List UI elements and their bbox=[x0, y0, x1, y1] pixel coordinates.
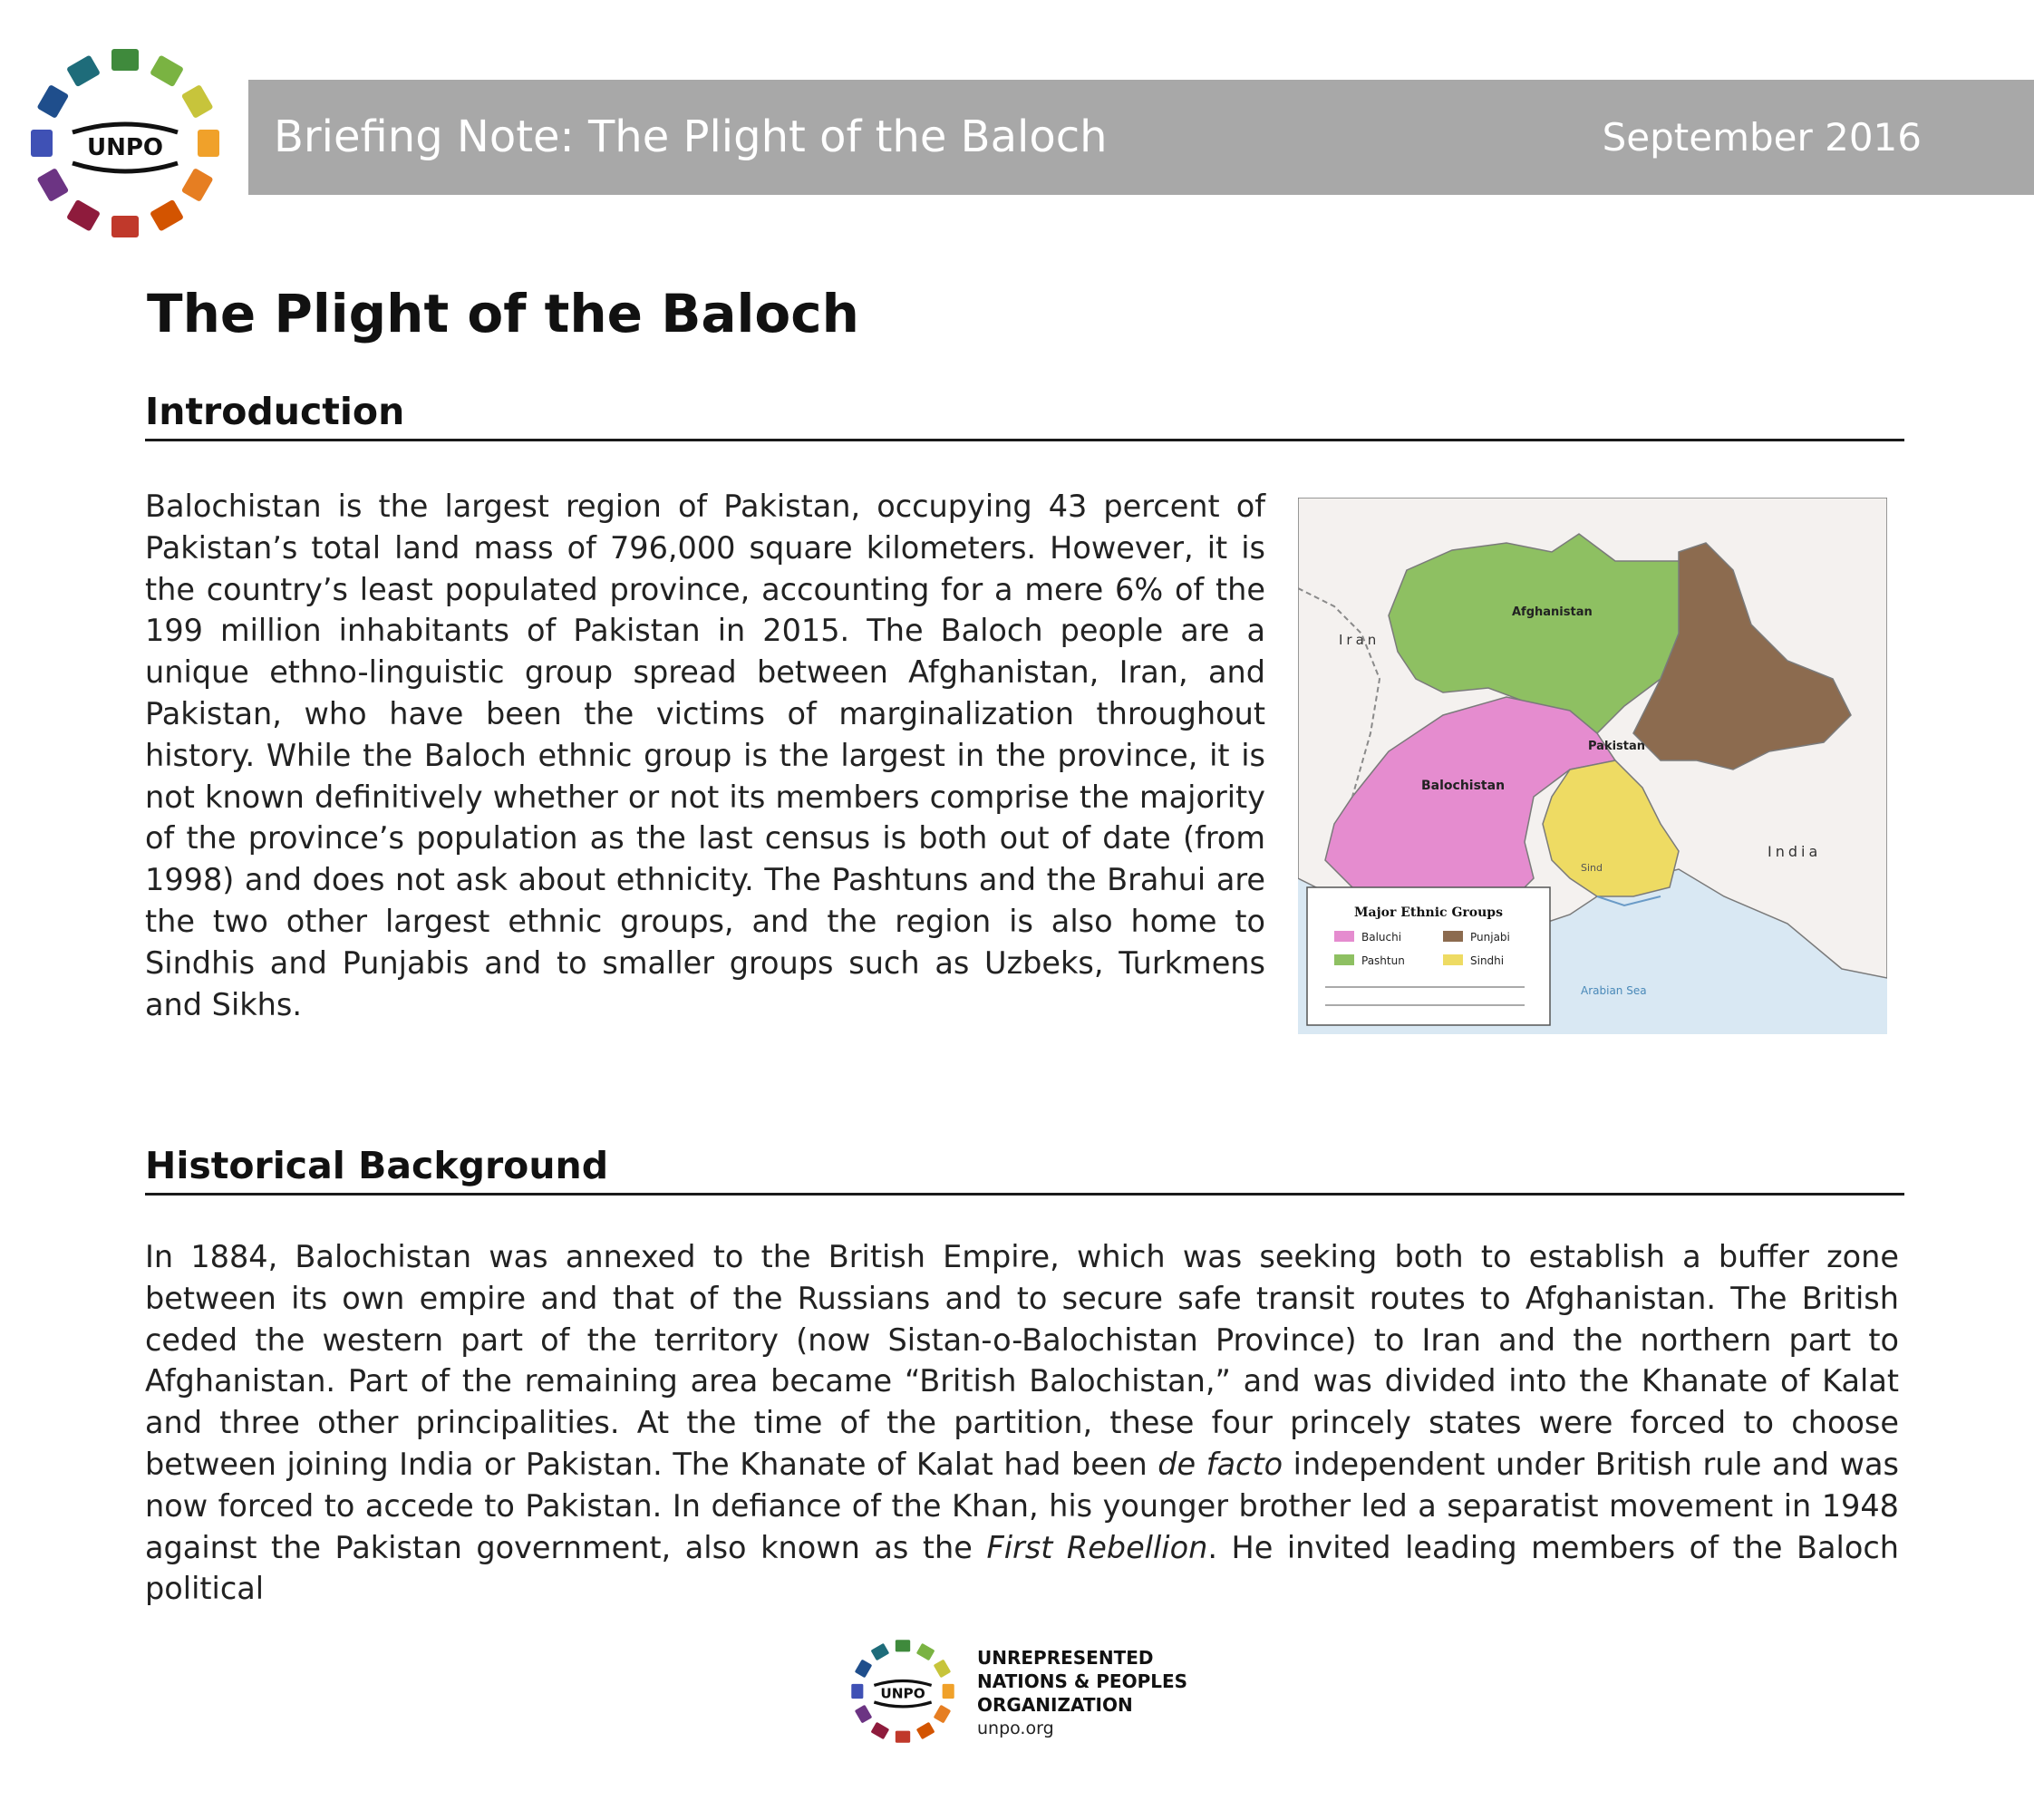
footer-org-line-2: NATIONS & PEOPLES bbox=[977, 1670, 1188, 1692]
logo-ring-segment bbox=[896, 1640, 910, 1651]
legend-label: Punjabi bbox=[1470, 931, 1510, 944]
logo-ring-segment bbox=[896, 1731, 910, 1743]
logo-ring-segment bbox=[36, 84, 69, 119]
section-heading-historical-background: Historical Background bbox=[145, 1144, 1904, 1196]
logo-ring-segment bbox=[181, 168, 214, 202]
label-sind: Sind bbox=[1581, 862, 1603, 874]
logo-ring-segment bbox=[871, 1722, 890, 1740]
label-india: India bbox=[1768, 843, 1822, 860]
ethnic-groups-map bbox=[1298, 498, 1887, 1034]
introduction-paragraph: Balochistan is the largest region of Pakistan, occupying 43 percent of Pakistan’s total land mass of 796,000 square kilometers. However, it is the country’s least populated province, accounting for a mere 6% of the 199 million inhabitants of Pakistan in 2015. The Baloch people are a unique ethno-linguistic group spread between Afghanistan, Iran, and Pakistan, who have been the victims of marginalization throughout history. While the Baloch ethnic group is the largest in the province, it is not known definitively whether or not its members comprise the majority of the province’s population as the last census is both out of date (from 1998) and does not ask about ethnicity. The Pashtuns and the Brahui are the two other largest ethnic groups, and the region is also home to Sindhis and Punjabis and to smaller groups such as Uzbeks, Turkmens and Sikhs. bbox=[145, 489, 1265, 1022]
map-legend bbox=[1307, 887, 1550, 1025]
logo-ring-segment bbox=[855, 1705, 873, 1724]
footer-organization bbox=[977, 1646, 1187, 1740]
logo-ring-segment bbox=[66, 54, 101, 87]
footer-org-line-3: ORGANIZATION bbox=[977, 1694, 1133, 1716]
label-arabian-sea: Arabian Sea bbox=[1581, 984, 1647, 997]
legend-label: Baluchi bbox=[1361, 931, 1402, 944]
historical-background-paragraph: In 1884, Balochistan was annexed to the British Empire, which was seeking both to establish a buffer zone between its own empire and that of the Russians and to secure safe transit routes to Afghanistan. The British ceded the western part of the territory (now Sistan-o-Balochistan Province) to Iran and the northern part to Afghanistan. Part of the remaining area became “British Balochistan,” and was divided into the Khanate of Kalat and three other principalities. At the time of the partition, these four princely states were forced to choose between joining India or Pakistan. The Khanate of Kalat had been de facto independent under British rule and was now forced to accede to Pakistan. In defiance of the Khan, his younger brother led a separatist movement in 1948 against the Pakistan government, also known as the First Rebellion. He invited leading members of the Baloch political bbox=[145, 1239, 1900, 1607]
logo-ring-segment bbox=[31, 130, 53, 157]
logo-text: UNPO bbox=[86, 134, 164, 161]
document-title: The Plight of the Baloch bbox=[147, 283, 859, 344]
legend-label: Sindhi bbox=[1470, 954, 1505, 967]
logo-ring-segment bbox=[934, 1705, 952, 1724]
logo-ring-segment bbox=[181, 84, 214, 119]
legend-swatch bbox=[1334, 954, 1354, 965]
italic-run: de facto bbox=[1157, 1446, 1283, 1482]
footer-org-line-1: UNREPRESENTED bbox=[977, 1647, 1154, 1669]
logo-ring-segment bbox=[198, 130, 219, 157]
header-bar bbox=[248, 80, 2034, 195]
italic-run: First Rebellion bbox=[986, 1529, 1208, 1565]
logo-ring-segment bbox=[934, 1660, 952, 1679]
logo-ring-segment bbox=[150, 199, 184, 232]
unpo-logo bbox=[25, 44, 225, 243]
label-afghanistan: Afghanistan bbox=[1512, 605, 1593, 619]
legend-title: Major Ethnic Groups bbox=[1354, 905, 1503, 920]
label-iran: Iran bbox=[1339, 632, 1380, 648]
logo-ring-segment bbox=[943, 1684, 954, 1699]
label-pakistan: Pakistan bbox=[1588, 740, 1646, 753]
header-date: September 2016 bbox=[1602, 115, 1922, 160]
legend-label: Pashtun bbox=[1361, 954, 1405, 967]
header-title: Briefing Note: The Plight of the Baloch bbox=[274, 111, 1108, 162]
logo-ring-segment bbox=[66, 199, 101, 232]
logo-ring-segment bbox=[871, 1643, 890, 1661]
logo-ring-segment bbox=[36, 168, 69, 202]
logo-ring-segment bbox=[855, 1660, 873, 1679]
logo-ring-segment bbox=[111, 216, 139, 237]
section-heading-introduction: Introduction bbox=[145, 390, 1904, 441]
footer-unpo-logo bbox=[848, 1637, 957, 1746]
legend-swatch bbox=[1443, 931, 1463, 942]
logo-ring-segment bbox=[851, 1684, 863, 1699]
logo-ring-segment bbox=[916, 1722, 935, 1740]
logo-ring-segment bbox=[111, 49, 139, 71]
footer-url[interactable]: unpo.org bbox=[977, 1718, 1054, 1738]
label-balochistan: Balochistan bbox=[1421, 779, 1506, 793]
logo-ring-segment bbox=[916, 1643, 935, 1661]
legend-swatch bbox=[1443, 954, 1463, 965]
legend-swatch bbox=[1334, 931, 1354, 942]
logo-ring-segment bbox=[150, 54, 184, 87]
footer-logo-text: UNPO bbox=[880, 1685, 925, 1702]
